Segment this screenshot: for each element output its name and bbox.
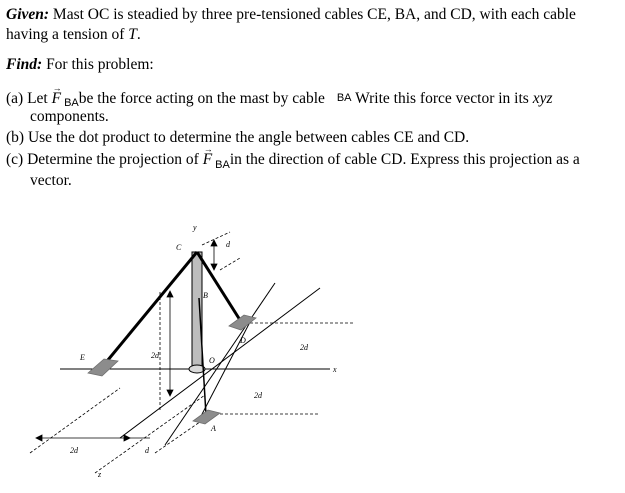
anchor-a (193, 410, 220, 424)
cable-ce (103, 252, 197, 366)
cables (103, 252, 240, 366)
label-2d-mid: 2d (151, 351, 159, 360)
part-a-line-2: components. (30, 108, 109, 125)
label-d-bottom: d (145, 446, 149, 455)
label-2d-right: 2d (300, 343, 308, 352)
force-vector-symbol: → F (52, 90, 61, 107)
label-d: D (240, 336, 246, 345)
label-z: z (98, 470, 102, 479)
label-2d-lower: 2d (254, 391, 262, 400)
dimension-arrows (36, 240, 217, 441)
anchor-e (88, 359, 118, 376)
given-text: Mast OC is steadied by three pre-tensioned cables CE, BA, and CD, with each cable (49, 6, 576, 23)
label-o: O (209, 356, 215, 365)
label-c: C (176, 243, 182, 252)
part-b-line: (b) Use the dot product to determine the angle between cables CE and CD. (6, 129, 470, 146)
label-d-top: d (226, 240, 230, 249)
anchor-d (229, 315, 256, 330)
given-line-1 (6, 6, 576, 24)
label-x: x (333, 365, 337, 374)
find-line (6, 56, 154, 74)
label-y: y (193, 223, 197, 232)
label-a: A (211, 424, 216, 433)
given-label: Given: (6, 6, 50, 23)
mast-figure (0, 200, 625, 493)
force-vector-symbol-c: → F (203, 151, 212, 168)
label-b: B (203, 291, 208, 300)
label-2d-left: 2d (70, 446, 78, 455)
part-a-line-1: (a) Let → F BAbe the force acting on the mast by cable BA Write this force vector in its xyz (6, 90, 552, 109)
ground-diagonal-mid (165, 283, 275, 445)
label-e: E (80, 353, 85, 362)
given-line-2: having a tension of T. (6, 26, 141, 43)
part-c-line-1: (c) Determine the projection of → F $_{BA}$in the direction of cable CD. Express this projection as a (6, 151, 580, 170)
part-c-line-2: vector. (30, 172, 72, 189)
find-text: For this problem: (42, 56, 154, 73)
find-label: Find: (6, 56, 43, 73)
